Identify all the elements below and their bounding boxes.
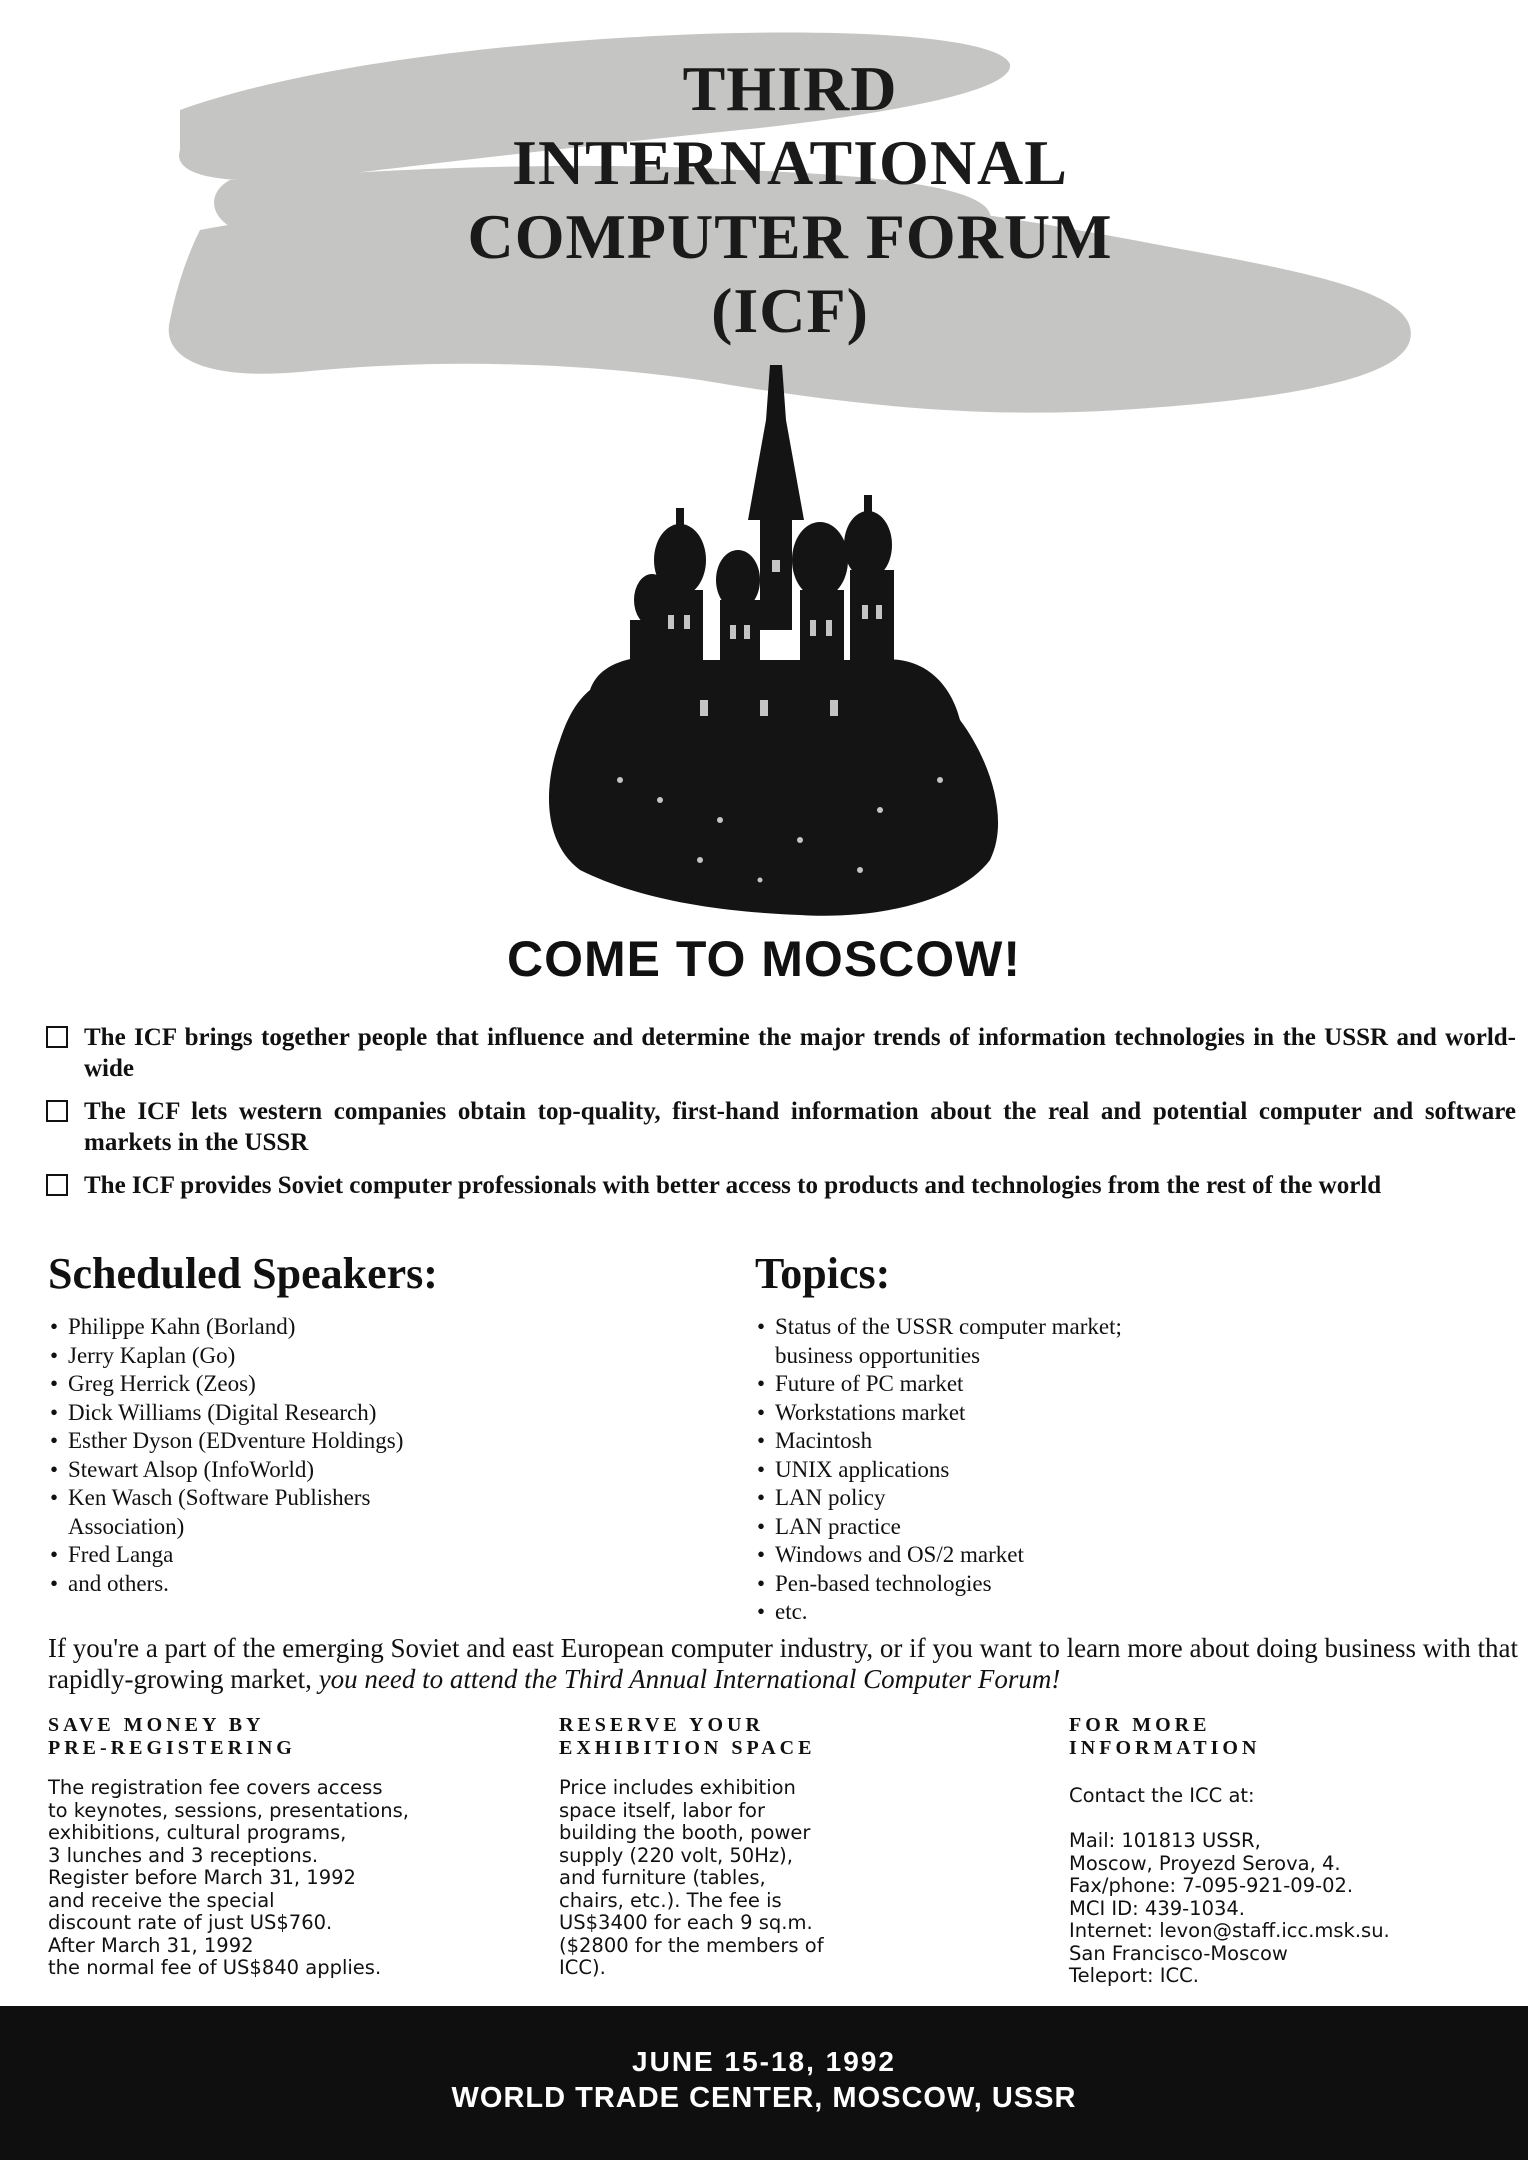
speaker-item: • Jerry Kaplan (Go): [48, 1342, 668, 1371]
speaker-item: • Philippe Kahn (Borland): [48, 1313, 668, 1342]
title-line: INTERNATIONAL: [512, 127, 1068, 198]
topic-item: • Future of PC market: [755, 1370, 1375, 1399]
event-dates: JUNE 15-18, 1992: [632, 2046, 896, 2077]
reserve-heading-line2: EXHIBITION SPACE: [559, 1737, 816, 1759]
info-heading: [1069, 1714, 1260, 1760]
topic-item: • Windows and OS/2 market: [755, 1541, 1375, 1570]
title-line: THIRD: [682, 53, 898, 124]
benefit-item: [46, 1022, 1516, 1084]
reserve-body: Price includes exhibition space itself, labor for building the booth, power supply (220 volt, 50Hz), and furniture (tables, chairs, etc.). The fee is US$3400 for each 9 sq.m. ($2800 for the members of ICC).: [559, 1776, 824, 1979]
info-heading-line2: INFORMATION: [1069, 1737, 1261, 1759]
forum-title: [380, 52, 1200, 348]
benefit-item: [46, 1170, 1516, 1201]
topic-item: • etc.: [755, 1598, 1375, 1627]
benefit-text: The ICF brings together people that influence and determine the major trends of information technologies in the USSR and world-wide: [84, 1024, 1516, 1082]
save-body: The registration fee covers access to keynotes, sessions, presentations, exhibitions, cultural programs, 3 lunches and 3 receptions. Register before March 31, 1992 and receive the special discount rate of just US$760. After March 31, 1992 the normal fee of US$840 applies.: [48, 1776, 409, 1979]
speaker-item: • Esther Dyson (EDventure Holdings): [48, 1427, 668, 1456]
topic-item: • Pen-based technologies: [755, 1570, 1375, 1599]
cathedral-silhouette: [549, 365, 998, 916]
reserve-heading-line1: RESERVE YOUR: [559, 1714, 764, 1736]
hero-illustration: [0, 0, 1528, 940]
speaker-item: • Stewart Alsop (InfoWorld): [48, 1456, 668, 1485]
speaker-item: • and others.: [48, 1570, 668, 1599]
topics-heading: Topics:: [755, 1249, 891, 1298]
closing-text: If you're a part of the emerging Soviet and east European computer industry, or if you want to learn more about doing business with that rapidly-growing market,: [48, 1633, 1518, 1694]
title-line: COMPUTER FORUM: [467, 201, 1113, 272]
speaker-item: • Greg Herrick (Zeos): [48, 1370, 668, 1399]
checkbox-icon: [46, 1026, 68, 1048]
topic-item: • LAN policy: [755, 1484, 1375, 1513]
benefit-item: [46, 1096, 1516, 1158]
info-body: Contact the ICC at: Mail: 101813 USSR, Moscow, Proyezd Serova, 4. Fax/phone: 7-095-921-09-02. MCI ID: 439-1034. Internet: levon@staff.icc.msk.su. San Francisco-Moscow Teleport: ICC.: [1069, 1784, 1390, 1987]
topic-item: • UNIX applications: [755, 1456, 1375, 1485]
checkbox-icon: [46, 1174, 68, 1196]
topic-item: • Status of the USSR computer market; business opportunities: [755, 1313, 1195, 1370]
closing-emphasis: you need to attend the Third Annual International Computer Forum!: [318, 1664, 1061, 1694]
footer-banner: [0, 2006, 1528, 2160]
closing-paragraph: [48, 1633, 1518, 1695]
headline: COME TO MOSCOW!: [506, 931, 1022, 987]
benefits-list: [46, 1022, 1516, 1213]
speaker-item: • Fred Langa: [48, 1541, 668, 1570]
benefit-text: The ICF lets western companies obtain top-quality, first-hand information about the real and potential computer and software markets in the USSR: [84, 1098, 1516, 1156]
speakers-list: [48, 1313, 668, 1598]
speaker-item: • Ken Wasch (Software Publishers Association): [48, 1484, 428, 1541]
save-heading-line2: PRE-REGISTERING: [48, 1737, 296, 1759]
topic-item: • Macintosh: [755, 1427, 1375, 1456]
speakers-heading: Scheduled Speakers:: [48, 1249, 438, 1298]
topics-list: [755, 1313, 1375, 1627]
save-heading: [48, 1714, 296, 1760]
topic-item: • LAN practice: [755, 1513, 1375, 1542]
speaker-item: • Dick Williams (Digital Research): [48, 1399, 668, 1428]
event-venue: WORLD TRADE CENTER, MOSCOW, USSR: [451, 2082, 1077, 2114]
save-heading-line1: SAVE MONEY BY: [48, 1714, 265, 1736]
info-heading-line1: FOR MORE: [1069, 1714, 1211, 1736]
checkbox-icon: [46, 1100, 68, 1122]
topic-item: • Workstations market: [755, 1399, 1375, 1428]
title-line: (ICF): [711, 275, 869, 346]
benefit-text: The ICF provides Soviet computer professionals with better access to products and technologies from the rest of the world: [84, 1172, 1382, 1199]
reserve-heading: [559, 1714, 815, 1760]
